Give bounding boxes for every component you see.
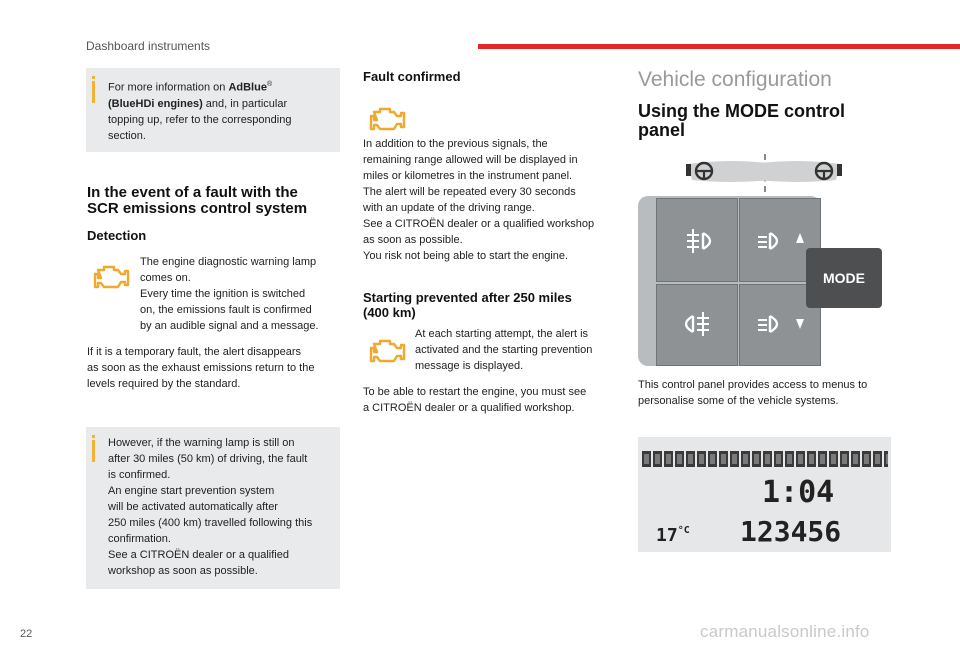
right-hand-drive-icon: [750, 158, 842, 186]
control-panel: [638, 196, 821, 366]
temporary-fault-text: If it is a temporary fault, the alert disappears as soon as the exhaust emissions return to the levels required by the standard.: [87, 346, 315, 390]
page-number: 22: [20, 628, 33, 640]
lcd-odometer: 123456: [740, 515, 842, 548]
mode-button[interactable]: MODE: [806, 248, 882, 308]
front-fog-lamp-button[interactable]: [656, 198, 738, 282]
lcd-temperature: $17^{^\circ C}$: [656, 525, 690, 546]
info-icon: [92, 76, 95, 88]
info-note-confirmed-text: However, if the warning lamp is still on after 30 miles (50 km) of driving, the fault is confirmed. An engine start prevention system will be activated automatically after 250 miles (400 km) travelled following this confirmation. See a CITROËN dealer or a qualified workshop as soon as possible.: [108, 437, 313, 577]
starting-prevented-text: At each starting attempt, the alert is activated and the starting prevention message is displayed.: [415, 328, 593, 372]
lcd-segment-bar: [642, 451, 888, 467]
header-accent-bar: [478, 44, 960, 49]
lcd-clock: 1:04: [762, 475, 835, 510]
info-note-confirmed: [86, 427, 340, 589]
vehicle-configuration-title: Vehicle configuration: [638, 68, 832, 91]
detection-heading: Detection: [87, 228, 147, 243]
info-icon: [92, 435, 95, 447]
header-title: Dashboard instruments: [86, 39, 211, 53]
control-panel-description: This control panel provides access to menus to personalise some of the vehicle systems.: [638, 379, 868, 407]
mode-panel-title: Using the MODE control panel: [638, 101, 845, 140]
rear-fog-lamp-button[interactable]: [656, 284, 738, 366]
rear-fog-lamp-icon: [657, 285, 739, 367]
info-note-adblue: [86, 68, 340, 152]
fault-confirmed-heading: Fault confirmed: [363, 69, 461, 84]
engine-warning-icon: [366, 336, 406, 366]
info-note-adblue-text: For more information on AdBlue® (BlueHDi engines) and, in particular topping up, refer to the corresponding section.: [108, 81, 292, 142]
detection-text: The engine diagnostic warning lamp comes on. Every time the ignition is switched on, the emissions fault is confirmed by an audible signal and a message.: [140, 256, 319, 332]
instrument-lcd-display: [638, 437, 891, 552]
front-fog-lamp-icon: [657, 199, 739, 283]
fault-confirmed-text: In addition to the previous signals, the remaining range allowed will be displayed in miles or kilometres in the instrument panel. The alert will be repeated every 30 seconds with an update of the driving range. See a CITROËN dealer or a qualified workshop as soon as possible. You risk not being able to start the engine.: [363, 138, 595, 262]
engine-warning-icon: [366, 104, 406, 134]
fault-section-heading: In the event of a fault with the SCR emissions control system: [87, 184, 308, 217]
restart-text: To be able to restart the engine, you must see a CITROËN dealer or a qualified workshop.: [363, 386, 587, 414]
engine-warning-icon: [90, 262, 130, 292]
watermark: carmanualsonline.info: [700, 622, 870, 641]
starting-prevented-heading: Starting prevented after 250 miles (400 km): [363, 290, 572, 320]
